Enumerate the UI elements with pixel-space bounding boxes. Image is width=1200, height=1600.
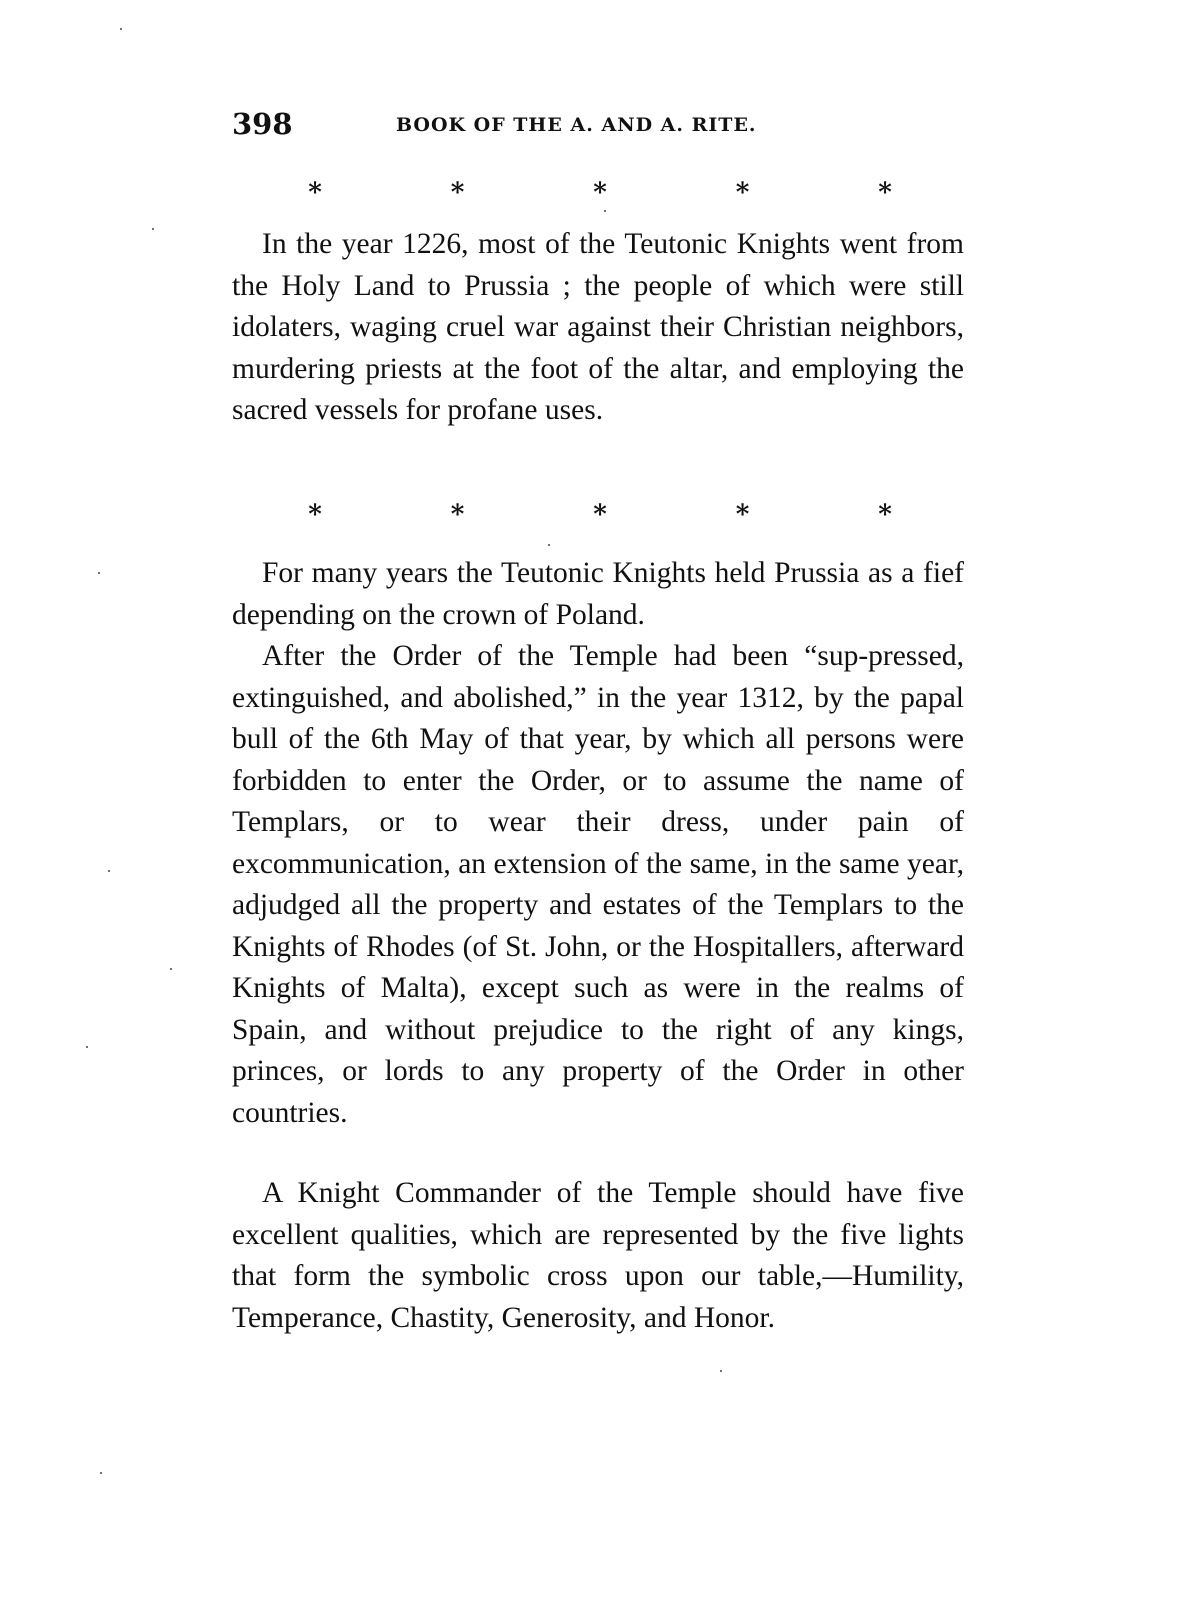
- speck: [108, 870, 110, 872]
- separator-star: *: [308, 178, 322, 208]
- speck: [86, 1046, 88, 1048]
- running-head: BOOK OF THE A. AND A. RITE.: [396, 114, 757, 136]
- speck: [98, 572, 100, 574]
- paragraph-teutonic-prussia: In the year 1226, most of the Teutonic Knights went from the Holy Land to Prussia ; the people of which were still idolaters, waging cruel war against their Christian neighbors, murdering priests at the foot of the altar, and employing the sacred vessels for profane uses.: [232, 228, 964, 426]
- separator-star: *: [308, 500, 322, 530]
- speck: [100, 1472, 102, 1474]
- speck: [720, 1370, 722, 1372]
- speck: [120, 28, 122, 30]
- separator-star: *: [593, 500, 607, 530]
- separator-star: *: [450, 178, 465, 208]
- paragraph-prussia-fief: For many years the Teutonic Knights held Prussia as a fief depending on the crown of Poland.: [232, 557, 964, 631]
- separator-star: *: [735, 178, 750, 208]
- separator-star: *: [450, 500, 465, 530]
- separator-star: *: [878, 178, 892, 208]
- paragraph-temple-suppressed: After the Order of the Temple had been “sup-pressed, extinguished, and abolished,” in the year 1312, by the papal bull of the 6th May of that year, by which all persons were forbidden to enter the Order, or to assume the name of Templars, or to wear their dress, under pain of excommunication, an extension of the same, in the same year, adjudged all the property and estates of the Templars to the Knights of Rhodes (of St. John, or the Hospitallers, afterward Knights of Malta), except such as were in the realms of Spain, and without prejudice to the right of any kings, princes, or lords to any property of the Order in other countries.: [232, 640, 964, 1129]
- paragraph-knight-commander: A Knight Commander of the Temple should have five excellent qualities, which are represented by the five lights that form the symbolic cross upon our table,—Humility, Temperance, Chastity, Generosity, and Honor.: [232, 1177, 964, 1334]
- page-header: [232, 104, 964, 144]
- section-break-top: [300, 178, 900, 208]
- separator-star: *: [593, 178, 607, 208]
- speck: [170, 968, 172, 970]
- section-break-middle: [300, 500, 900, 530]
- page-number: 398: [232, 107, 293, 141]
- speck: [548, 544, 550, 546]
- separator-star: *: [878, 500, 892, 530]
- separator-star: *: [735, 500, 750, 530]
- speck: [152, 228, 154, 230]
- speck: [604, 210, 606, 212]
